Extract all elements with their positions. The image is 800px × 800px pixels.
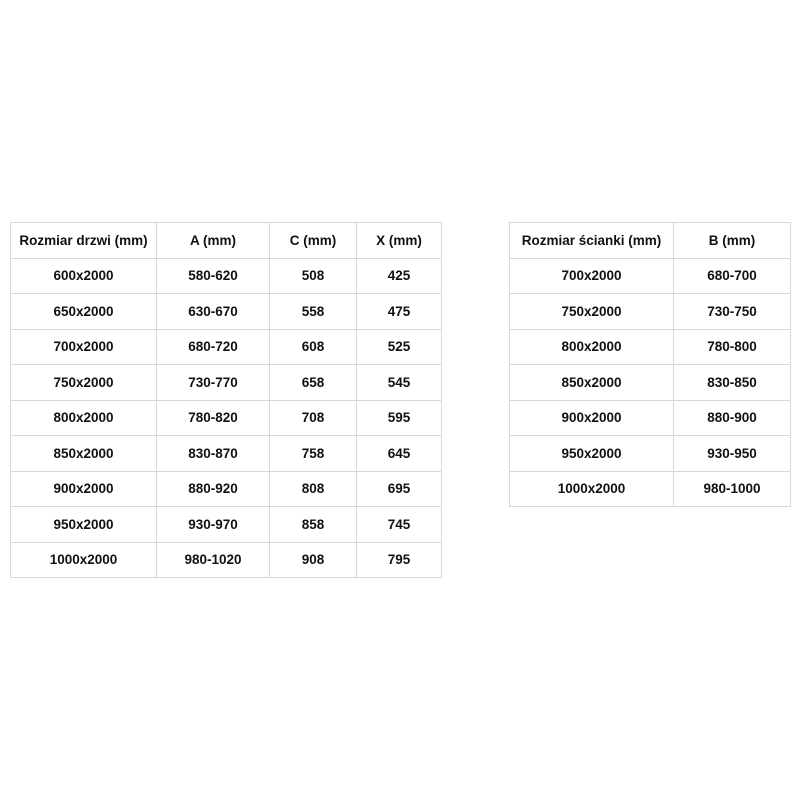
- cell-c: 608: [270, 329, 357, 365]
- cell-x: 525: [357, 329, 442, 365]
- cell-b: 980-1000: [674, 471, 791, 507]
- cell-x: 695: [357, 471, 442, 507]
- cell-wall-size: 1000x2000: [510, 471, 674, 507]
- table-header-row: [11, 223, 442, 259]
- table-row: [510, 329, 791, 365]
- table-row: [11, 436, 442, 472]
- cell-c: 758: [270, 436, 357, 472]
- cell-door-size: 800x2000: [11, 400, 157, 436]
- cell-a: 830-870: [157, 436, 270, 472]
- table-row: [510, 294, 791, 330]
- cell-x: 595: [357, 400, 442, 436]
- cell-x: 475: [357, 294, 442, 330]
- column-header-x: X (mm): [357, 223, 442, 259]
- doors-table-head: [11, 223, 442, 259]
- cell-c: 558: [270, 294, 357, 330]
- column-header-door-size: Rozmiar drzwi (mm): [11, 223, 157, 259]
- column-header-b: B (mm): [674, 223, 791, 259]
- cell-b: 680-700: [674, 258, 791, 294]
- doors-table-container: [10, 222, 442, 578]
- walls-table-container: [509, 222, 791, 507]
- table-row: [11, 294, 442, 330]
- cell-c: 708: [270, 400, 357, 436]
- cell-c: 908: [270, 542, 357, 578]
- cell-c: 808: [270, 471, 357, 507]
- cell-door-size: 900x2000: [11, 471, 157, 507]
- cell-a: 580-620: [157, 258, 270, 294]
- cell-door-size: 600x2000: [11, 258, 157, 294]
- table-header-row: [510, 223, 791, 259]
- table-row: [11, 329, 442, 365]
- cell-x: 745: [357, 507, 442, 543]
- cell-door-size: 700x2000: [11, 329, 157, 365]
- cell-b: 780-800: [674, 329, 791, 365]
- doors-table-body: [11, 258, 442, 578]
- table-row: [510, 365, 791, 401]
- cell-a: 730-770: [157, 365, 270, 401]
- walls-table: [509, 222, 791, 507]
- cell-wall-size: 750x2000: [510, 294, 674, 330]
- cell-door-size: 650x2000: [11, 294, 157, 330]
- table-row: [11, 400, 442, 436]
- cell-a: 980-1020: [157, 542, 270, 578]
- cell-c: 508: [270, 258, 357, 294]
- cell-b: 730-750: [674, 294, 791, 330]
- cell-x: 795: [357, 542, 442, 578]
- cell-wall-size: 900x2000: [510, 400, 674, 436]
- column-header-a: A (mm): [157, 223, 270, 259]
- table-row: [510, 258, 791, 294]
- cell-x: 645: [357, 436, 442, 472]
- table-row: [11, 258, 442, 294]
- table-row: [11, 542, 442, 578]
- walls-table-body: [510, 258, 791, 507]
- cell-c: 658: [270, 365, 357, 401]
- cell-c: 858: [270, 507, 357, 543]
- cell-door-size: 950x2000: [11, 507, 157, 543]
- column-header-wall-size: Rozmiar ścianki (mm): [510, 223, 674, 259]
- cell-b: 930-950: [674, 436, 791, 472]
- column-header-c: C (mm): [270, 223, 357, 259]
- cell-a: 630-670: [157, 294, 270, 330]
- cell-b: 830-850: [674, 365, 791, 401]
- doors-table: [10, 222, 442, 578]
- cell-a: 880-920: [157, 471, 270, 507]
- table-row: [510, 471, 791, 507]
- table-row: [510, 436, 791, 472]
- table-row: [11, 365, 442, 401]
- cell-wall-size: 800x2000: [510, 329, 674, 365]
- cell-a: 930-970: [157, 507, 270, 543]
- table-row: [510, 400, 791, 436]
- cell-b: 880-900: [674, 400, 791, 436]
- cell-door-size: 850x2000: [11, 436, 157, 472]
- cell-a: 780-820: [157, 400, 270, 436]
- cell-x: 425: [357, 258, 442, 294]
- cell-door-size: 750x2000: [11, 365, 157, 401]
- cell-wall-size: 850x2000: [510, 365, 674, 401]
- cell-a: 680-720: [157, 329, 270, 365]
- cell-door-size: 1000x2000: [11, 542, 157, 578]
- cell-wall-size: 700x2000: [510, 258, 674, 294]
- table-row: [11, 507, 442, 543]
- walls-table-head: [510, 223, 791, 259]
- cell-wall-size: 950x2000: [510, 436, 674, 472]
- cell-x: 545: [357, 365, 442, 401]
- table-row: [11, 471, 442, 507]
